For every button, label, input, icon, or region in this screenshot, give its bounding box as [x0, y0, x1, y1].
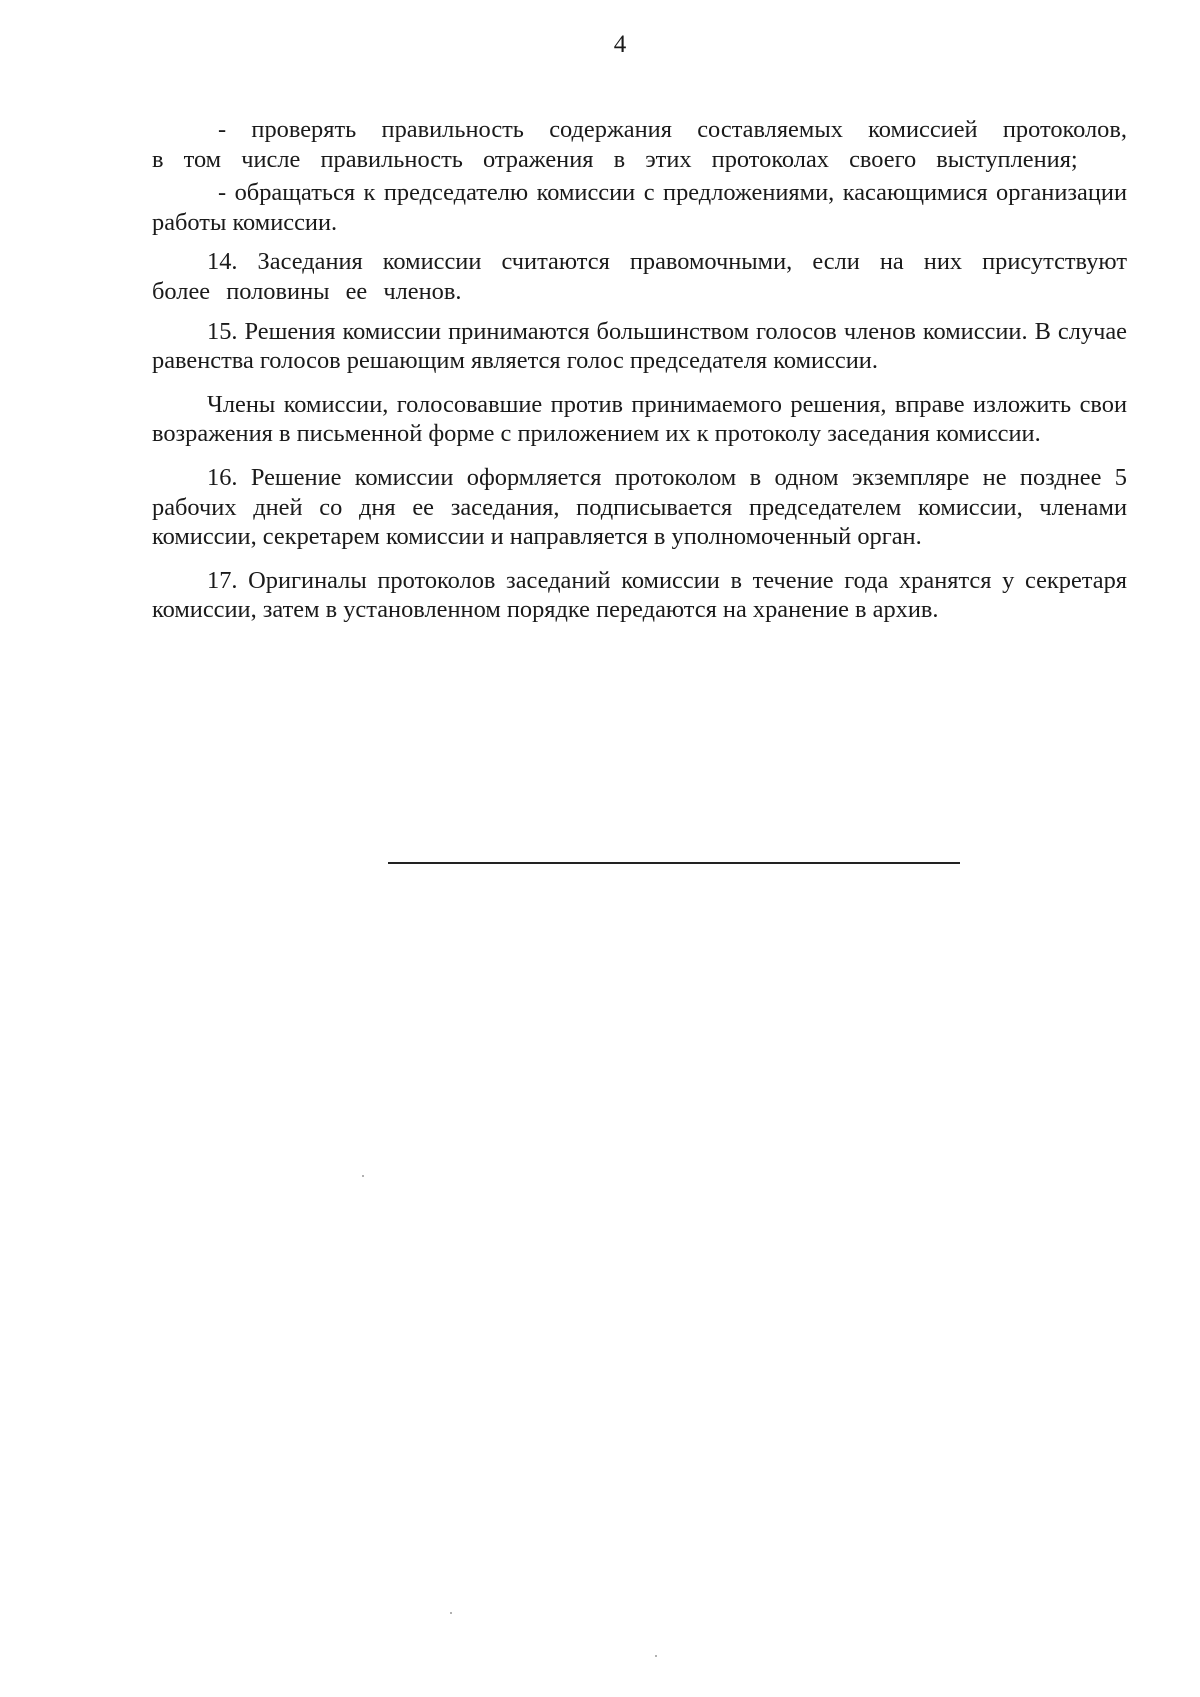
- paragraph-bullet-check-protocols: - проверять правильность содержания составляемых комиссией протоколов, в том числе правильность отражения в этих протоколах своего выступления;: [152, 116, 1127, 173]
- paragraph-16: 16. Решение комиссии оформляется протоколом в одном экземпляре не позднее 5 рабочих дней со дня ее заседания, подписывается председателем комиссии, членами комиссии, секретарем комиссии и направляется в уполномоченный орган.: [152, 463, 1127, 551]
- scan-speck: [362, 1175, 364, 1177]
- paragraph-15: 15. Решения комиссии принимаются большинством голосов членов комиссии. В случае равенства голосов решающим является голос председателя комиссии.: [152, 317, 1127, 375]
- document-body: [152, 115, 1127, 625]
- paragraph-17: 17. Оригиналы протоколов заседаний комиссии в течение года хранятся у секретаря комиссии, затем в установленном порядке передаются на хранение в архив.: [152, 566, 1127, 624]
- paragraph-members-objections: Члены комиссии, голосовавшие против принимаемого решения, вправе изложить свои возражения в письменной форме с приложением их к протоколу заседания комиссии.: [152, 390, 1127, 448]
- scan-speck: [450, 1612, 452, 1614]
- paragraph-bullet-proposals: - обращаться к председателю комиссии с предложениями, касающимися организации работы комиссии.: [152, 179, 1127, 236]
- paragraph-14: 14. Заседания комиссии считаются правомочными, если на них присутствуют более половины ее членов.: [152, 248, 1127, 305]
- scan-speck: [655, 1655, 657, 1657]
- page-number: 4: [613, 31, 627, 58]
- end-separator-line: [388, 862, 960, 864]
